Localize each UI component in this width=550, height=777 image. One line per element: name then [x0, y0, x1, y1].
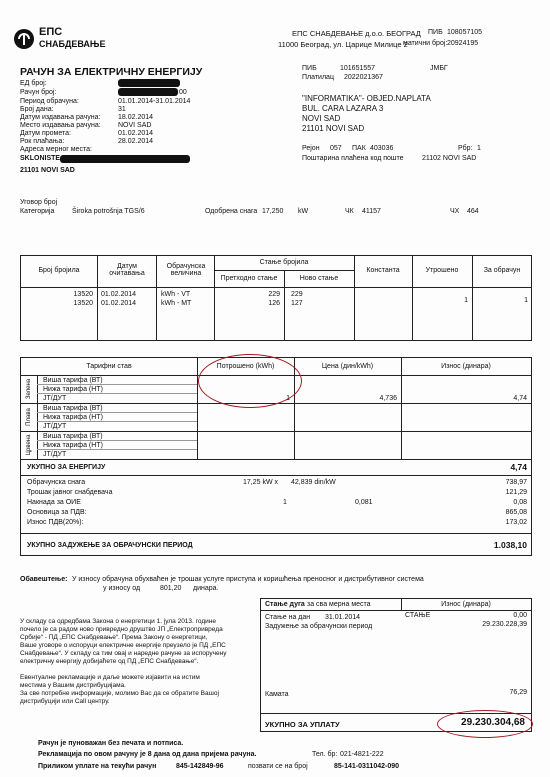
debt-amount-header: Износ (динара) — [441, 601, 491, 608]
tt-ex0-label: Обрачунска снага — [27, 479, 86, 486]
footer-phone-label: Тел. бр: — [312, 751, 338, 758]
tt-g1-r2: ЈТ/ДУТ — [43, 423, 67, 430]
info-line: Снабдевање“. У складу са тим овај и наредне рачуне за испоручену — [20, 650, 227, 657]
notice-amount: 801,20 — [160, 585, 182, 592]
debt-total-label: УКУПНО ЗА УПЛАТУ — [265, 720, 340, 729]
redacted-account — [118, 88, 178, 96]
debt-state-date: 31.01.2014 — [325, 614, 361, 621]
debt-header-sub: за сва мерна места — [307, 601, 371, 608]
region-label: Рејон — [302, 145, 320, 152]
tt-green-jt-consumed: 1 — [286, 395, 290, 402]
debt-state-value: 0,00 — [513, 612, 527, 619]
tt-header-consumed: Потрошено (kWh) — [216, 363, 275, 370]
region-value: 057 — [330, 145, 342, 152]
period-value: 01.01.2014-31.01.2014 — [118, 98, 191, 105]
mt-header-date: Датум очитавања — [109, 263, 145, 277]
meter-address-label: Адреса мерног места: — [20, 146, 92, 153]
mt-header-billed: За обрачун — [483, 267, 521, 274]
buyer-pib: 101651557 — [340, 65, 376, 72]
info-line: почело је са радом ново привредно друштво ЈП „Електропривреда — [20, 626, 223, 633]
mt-header-prev: Претходно стање — [220, 275, 278, 282]
company-mb-label: матични број: — [403, 40, 448, 47]
mt-r0-unit: kWh - VT — [161, 291, 191, 298]
footer-phone: 021-4821-222 — [340, 751, 384, 758]
mt-r0-prev: 229 — [268, 291, 280, 298]
logo-text-2: СНАБДЕВАЊЕ — [39, 39, 106, 49]
mt-r0-billed: 1 — [524, 297, 528, 304]
payer-label: Платилац — [302, 74, 334, 81]
power-label: Одобрена снага — [205, 208, 258, 215]
tt-header-tariff: Тарифни став — [86, 363, 132, 370]
info-line: У складу са одредбама Закона о енергетици 1. јула 2013. године — [20, 618, 216, 625]
tt-ex0-price: 42,839 din/kW — [291, 479, 336, 486]
account-suffix: 00 — [179, 89, 187, 96]
category-value: Široka potrošnja TGS/6 — [72, 208, 145, 215]
debt-interest-value: 76,29 — [509, 689, 527, 696]
tt-energy-total: 4,74 — [510, 462, 527, 472]
tt-ex4-amount: 173,02 — [505, 519, 527, 526]
issue-date-value: 18.02.2014 — [118, 114, 154, 121]
issue-date-label: Датум издавања рачуна: — [20, 114, 101, 121]
debt-state-word: СТАЊЕ — [405, 612, 431, 619]
tt-ex3-label: Основица за ПДВ: — [27, 509, 87, 516]
ck-label: ЧК — [345, 208, 354, 215]
mt-r1-new: 127 — [291, 300, 303, 307]
ed-label: ЕД број: — [20, 80, 47, 87]
tt-period-total-label: УКУПНО ЗАДУЖЕЊЕ ЗА ОБРАЧУНСКИ ПЕРИОД — [27, 542, 193, 549]
footer-line-1: Рачун је пуноважан без печата и потписа. — [38, 740, 184, 747]
tt-ex3-amount: 865,08 — [505, 509, 527, 516]
tt-header-price: Цена (дин/kWh) — [321, 363, 374, 370]
turnover-label: Датум промета: — [20, 130, 71, 137]
company-logo — [13, 26, 106, 54]
tt-energy-total-label: УКУПНО ЗА ЕНЕРГИЈУ — [27, 464, 106, 471]
tt-g1-r1: Нижа тарифа (НТ) — [43, 414, 103, 421]
postage-office: 21102 NOVI SAD — [422, 155, 477, 162]
tt-g0-r2: ЈТ/ДУТ — [43, 395, 67, 402]
notice-text1: У износу обрачуна обухваћен је трошак услуге приступа и коришћења преносног и дистрибутивног система — [72, 576, 424, 583]
debt-charge-value: 29.230.228,39 — [482, 621, 527, 628]
mt-header-meter: Број бројила — [38, 267, 80, 274]
power-unit: kW — [298, 208, 309, 215]
notice-currency: динара. — [193, 585, 219, 592]
info-line: местима у Вашим дистрибуцијама. — [20, 682, 126, 689]
tt-group-red: Црвена — [26, 434, 32, 456]
meter-table — [20, 255, 532, 341]
footer-account: 845-142849-96 — [176, 763, 224, 770]
tt-ex2-qty: 1 — [283, 499, 287, 506]
tt-ex1-label: Трошак јавног снабдевача — [27, 489, 113, 496]
info-line: Ваше уговоре о испоруци електричне енергије преузело је ПД „ЕПС — [20, 642, 226, 649]
mt-r0-new: 229 — [291, 291, 303, 298]
redacted-meter-address — [60, 155, 190, 163]
tt-ex2-price: 0,081 — [355, 499, 373, 506]
notice-text2: у износу од — [103, 585, 141, 592]
debt-interest-label: Камата — [265, 691, 289, 698]
mt-r0-date: 01.02.2014 — [101, 291, 137, 298]
turnover-value: 01.02.2014 — [118, 130, 154, 137]
debt-state-on: Стање на дан — [265, 614, 311, 621]
tt-ex0-amount: 738,97 — [505, 479, 527, 486]
days-label: Број дана: — [20, 106, 54, 113]
tt-ex2-amount: 0,08 — [513, 499, 527, 506]
debt-charge-label: Задужење за обрачунски период — [265, 623, 373, 630]
debt-total-value: 29.230.304,68 — [461, 717, 525, 728]
meter-address-value: SKLONISTE — [20, 155, 61, 162]
mt-header-constant: Константа — [366, 267, 400, 274]
pak-value: 403036 — [370, 145, 394, 152]
tt-green-jt-amount: 4,74 — [513, 395, 527, 402]
tt-ex2-label: Накнада за ОИЕ — [27, 499, 81, 506]
tt-ex4-label: Износ ПДВ(20%): — [27, 519, 84, 526]
tt-group-blue: Плава — [26, 408, 32, 426]
buyer-zip-city: 21101 NOVI SAD — [302, 124, 365, 133]
seq-value: 1 — [477, 145, 481, 152]
mt-header-state: Стање бројила — [259, 259, 309, 266]
tt-g1-r0: Виша тарифа (ВТ) — [43, 405, 103, 412]
info-line: дистрибуцији или Call центру. — [20, 698, 110, 705]
due-value: 28.02.2014 — [118, 138, 154, 145]
redacted-ed — [118, 79, 180, 87]
info-paragraph — [20, 618, 227, 706]
power-value: 17,250 — [262, 208, 284, 215]
info-line: Евентуалне рекламације и даље можете изјавити на истим — [20, 674, 200, 681]
logo-text-1: ЕПС — [39, 26, 63, 38]
buyer-pib-label: ПИБ — [302, 65, 317, 72]
mt-r0-meter: 13520 — [73, 291, 93, 298]
tt-g2-r0: Виша тарифа (ВТ) — [43, 433, 103, 440]
company-name: ЕПС СНАБДЕВАЊЕ д.о.о. БЕОГРАД — [292, 29, 421, 38]
footer-call-word: позвати се на број — [248, 763, 308, 770]
account-label: Рачун број: — [20, 89, 57, 96]
buyer-street: BUL. CARA LAZARA 3 — [302, 104, 384, 113]
mt-r1-date: 01.02.2014 — [101, 300, 137, 307]
tt-g0-r1: Нижа тарифа (НТ) — [43, 386, 103, 393]
mt-r0-spent: 1 — [464, 297, 468, 304]
footer-line-3: Приликом уплате на текући рачун — [38, 763, 157, 770]
buyer-jmbg-label: ЈМБГ — [430, 65, 448, 72]
period-label: Период обрачуна: — [20, 98, 79, 105]
tt-green-jt-price: 4,736 — [379, 395, 397, 402]
tt-ex0-qty: 17,25 kW x — [243, 479, 279, 486]
ch-value: 464 — [467, 208, 479, 215]
seq-label: Рбр: — [458, 145, 473, 152]
buyer-name: "INFORMATIKA"- OBJED.NAPLATA — [302, 94, 431, 103]
tt-group-green: Зелена — [26, 378, 32, 400]
tt-g2-r1: Нижа тарифа (НТ) — [43, 442, 103, 449]
footer-ref: 85-141-0311042-090 — [334, 763, 400, 770]
contract-label: Уговор број — [20, 199, 58, 206]
invoice-title: РАЧУН ЗА ЕЛЕКТРИЧНУ ЕНЕРГИЈУ — [20, 66, 203, 78]
footer-line-2: Рекламација по овом рачуну је 8 дана од дана пријема рачуна. — [38, 751, 257, 758]
eps-logo-icon — [13, 28, 35, 50]
notice-label: Обавештење: — [20, 576, 68, 583]
mt-r1-meter: 13520 — [73, 300, 93, 307]
buyer-city: NOVI SAD — [302, 114, 341, 123]
postage-text: Поштарина плаћена код поште — [302, 155, 404, 162]
company-address: 11000 Београд, ул. Царице Милице 2 — [278, 40, 408, 49]
due-label: Рок плаћања: — [20, 138, 65, 145]
info-line: За све потребне информације, молимо Вас да се обратите Вашој — [20, 690, 219, 697]
mt-header-new: Ново стање — [299, 275, 339, 282]
tt-ex1-amount: 121,29 — [505, 489, 527, 496]
place-value: NOVI SAD — [118, 122, 152, 129]
company-pib: 108057105 — [447, 29, 483, 36]
mt-r1-prev: 126 — [268, 300, 280, 307]
company-pib-label: ПИБ — [428, 29, 443, 36]
mt-r1-unit: kWh - MT — [161, 300, 192, 307]
pak-label: ПАК — [352, 145, 366, 152]
mt-header-unit: Обрачунска величина — [166, 263, 206, 277]
info-line: Србије“ - ПД „ЕПС Снабдевање“. Према Закону о енергетици, — [20, 634, 208, 641]
meter-city: 21101 NOVI SAD — [20, 167, 75, 174]
mt-header-spent: Утрошено — [425, 267, 459, 274]
tt-header-amount: Износ (динара) — [441, 363, 491, 370]
category-label: Категорија — [20, 208, 55, 215]
highlight-consumed — [198, 354, 302, 408]
ck-value: 41157 — [362, 208, 381, 215]
debt-header-label: Стање дуга — [265, 601, 305, 608]
days-value: 31 — [118, 106, 126, 113]
ch-label: ЧХ — [450, 208, 460, 215]
tt-period-total: 1.038,10 — [493, 540, 527, 550]
company-mb: 20924195 — [447, 40, 479, 47]
highlight-total — [437, 710, 533, 738]
tt-g0-r0: Виша тарифа (ВТ) — [43, 377, 103, 384]
place-label: Место издавања рачуна: — [20, 122, 101, 129]
info-line: електричну енергију добијаћете од ПД „ЕПС Снабдевање“. — [20, 658, 199, 665]
tt-g2-r2: ЈТ/ДУТ — [43, 451, 67, 458]
payer-value: 2022021367 — [344, 74, 383, 81]
